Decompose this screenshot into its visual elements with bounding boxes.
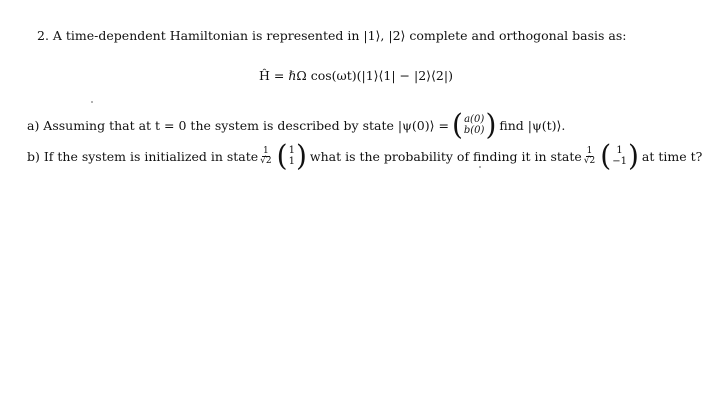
part-b-suffix: at time t? — [641, 148, 703, 164]
stray-dot — [91, 101, 93, 103]
part-a — [27, 107, 566, 142]
initial-state-vector: ( a(0) b(0) ) — [451, 107, 497, 142]
part-a-suffix: find |ψ(t)⟩. — [499, 117, 566, 133]
vector-top: a(0) — [464, 114, 485, 125]
initial-vector: ( 1 1 ) — [276, 138, 307, 173]
part-b — [27, 138, 703, 173]
normalization-fraction-1: $\frac{1}{√2}$ — [260, 145, 272, 166]
normalization-fraction-2: $\frac{1}{√2}$ — [583, 145, 596, 166]
hamiltonian-equation: Ĥ = ℏΩ cos(ωt)(|1⟩⟨1| − |2⟩⟨2|) — [259, 68, 453, 83]
stray-dot-2 — [479, 166, 481, 168]
part-b-middle: what is the probability of finding it in state — [309, 148, 582, 164]
problem-intro: 2. A time-dependent Hamiltonian is represented in |1⟩, |2⟩ complete and orthogonal basis as: — [37, 28, 627, 43]
vector-bottom: b(0) — [463, 125, 485, 136]
part-b-prefix: b) If the system is initialized in state — [27, 148, 259, 164]
target-vector: ( 1 −1 ) — [600, 138, 639, 173]
part-a-prefix: a) Assuming that at t = 0 the system is described by state |ψ(0)⟩ = — [27, 117, 449, 133]
